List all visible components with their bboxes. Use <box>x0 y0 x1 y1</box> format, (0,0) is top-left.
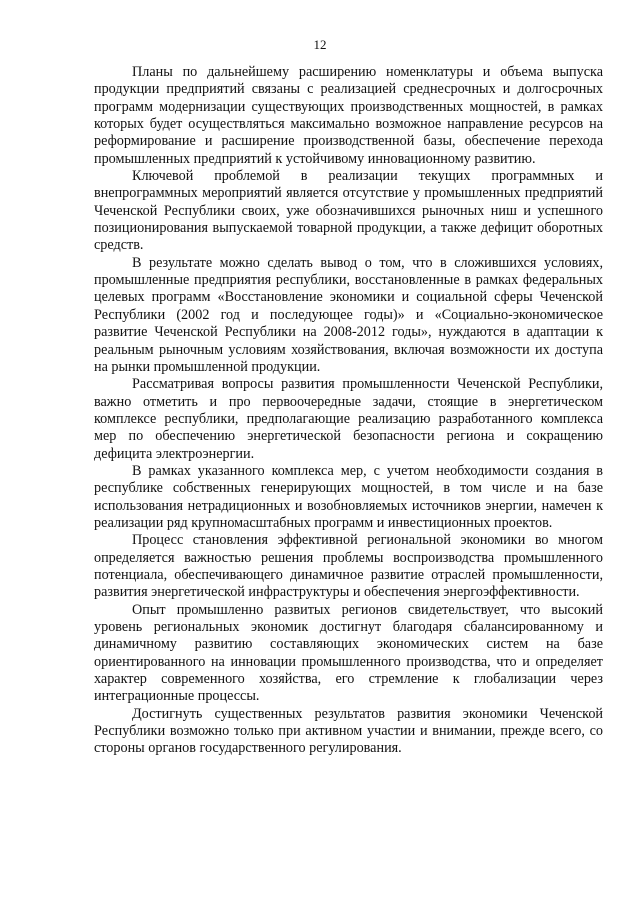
paragraph-7: Опыт промышленно развитых регионов свидетельствует, что высокий уровень региональных экономик достигнут благодаря сбалансированному и динамичному развитию составляющих экономических систем на базе ориентированного на инновации промышленного производства, что и определяет характер современного хозяйства, его стремление к глобализации через интеграционные процессы. <box>94 601 603 705</box>
page-number: 12 <box>313 37 327 52</box>
paragraph-5: В рамках указанного комплекса мер, с учетом необходимости создания в республике собственных генерирующих мощностей, в том числе и на базе использования нетрадиционных и возобновляемых источников энергии, намечен к реализации ряд крупномасштабных программ и инвестиционных проектов. <box>94 462 603 531</box>
paragraph-8: Достигнуть существенных результатов развития экономики Чеченской Республики возможно только при активном участии и внимании, прежде всего, со стороны органов государственного регулирования. <box>94 705 603 757</box>
paragraph-6: Процесс становления эффективной региональной экономики во многом определяется важностью решения проблемы воспроизводства промышленного потенциала, обеспечивающего динамичное развитие отраслей промышленности, развития энергетической инфраструктуры и обеспечения энергоэффективности. <box>94 532 603 601</box>
paragraph-3: В результате можно сделать вывод о том, что в сложившихся условиях, промышленные предприятия республики, восстановленные в рамках федеральных целевых программ «Восстановление экономики и социальной сферы Чеченской Республики (2002 год и последующее годы)» и «Социально-экономическое развитие Чеченской Республики на 2008-2012 годы», нуждаются в адаптации к реальным рыночным условиям хозяйствования, включая возможности их доступа на рынки промышленной продукции. <box>94 254 603 375</box>
body-text <box>94 64 603 758</box>
paragraph-2: Ключевой проблемой в реализации текущих программных и внепрограммных мероприятий является отсутствие у промышленных предприятий Чеченской Республики своих, уже обозначившихся рыночных ниш и успешного позиционирования выпускаемой товарной продукции, а также дефицит оборотных средств. <box>94 168 603 254</box>
paragraph-4: Рассматривая вопросы развития промышленности Чеченской Республики, важно отметить и про первоочередные задачи, стоящие в энергетическом комплексе республики, предполагающие реализацию разработанного комплекса мер по обеспечению энергетической безопасности региона и сокращению дефицита электроэнергии. <box>94 376 603 462</box>
paragraph-1: Планы по дальнейшему расширению номенклатуры и объема выпуска продукции предприятий связаны с реализацией среднесрочных и долгосрочных программ модернизации существующих производственных мощностей, в рамках которых будет осуществляться максимально возможное направление ресурсов на реформирование и расширение производственной базы, обеспечение перехода промышленных предприятий к устойчивому инновационному развитию. <box>94 64 603 167</box>
